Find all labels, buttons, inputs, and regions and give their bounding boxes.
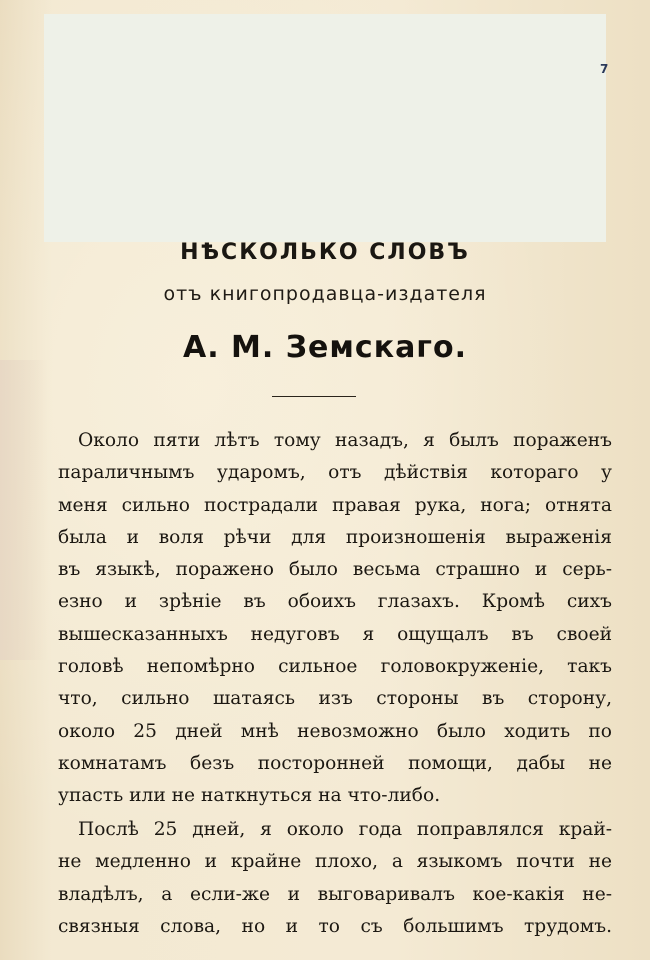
text-line: упасть или не наткнуться на что-либо. xyxy=(58,785,441,807)
section-title: НѢСКОЛЬКО СЛОВЪ xyxy=(180,240,470,265)
text-line: параличнымъ ударомъ, отъ дѣйствія котораго у xyxy=(58,462,612,484)
text-line: меня сильно пострадали правая рука, нога; отнята xyxy=(58,494,612,516)
divider-rule xyxy=(272,396,356,397)
text-line: связныя слова, но и то съ большимъ трудомъ. xyxy=(58,915,612,937)
section-subtitle: отъ книгопродавца-издателя xyxy=(163,283,487,305)
publisher-name: А. М. Земскаго. xyxy=(182,330,467,365)
text-line: головѣ непомѣрно сильное головокруженіе, такъ xyxy=(58,656,612,678)
text-line: что, сильно шатаясь изъ стороны въ сторону, xyxy=(58,688,612,710)
text-line: езно и зрѣніе въ обоихъ глазахъ. Кромѣ сихъ xyxy=(58,591,612,613)
text-line: комнатамъ безъ посторонней помощи, дабы не xyxy=(58,752,612,774)
text-line: не медленно и крайне плохо, а языкомъ почти не xyxy=(58,851,612,873)
paragraph-2 xyxy=(58,814,612,943)
text-line: Послѣ 25 дней, я около года поправлялся край- xyxy=(78,819,612,840)
text-line: вышесказанныхъ недуговъ я ощущалъ въ своей xyxy=(58,623,612,645)
redacted-region xyxy=(44,14,609,242)
text-line: около 25 дней мнѣ невозможно было ходить по xyxy=(58,720,612,742)
text-line: въ языкѣ, поражено было весьма страшно и серь- xyxy=(58,559,612,581)
text-line: была и воля рѣчи для произношенія выраженія xyxy=(58,526,612,548)
paragraph-1 xyxy=(58,425,612,813)
paper-stain xyxy=(0,360,48,660)
corner-mark: 7 xyxy=(600,62,609,76)
text-line: владѣлъ, а если-же и выговаривалъ кое-какія не- xyxy=(58,883,612,905)
text-line: Около пяти лѣтъ тому назадъ, я былъ пораженъ xyxy=(78,430,612,451)
